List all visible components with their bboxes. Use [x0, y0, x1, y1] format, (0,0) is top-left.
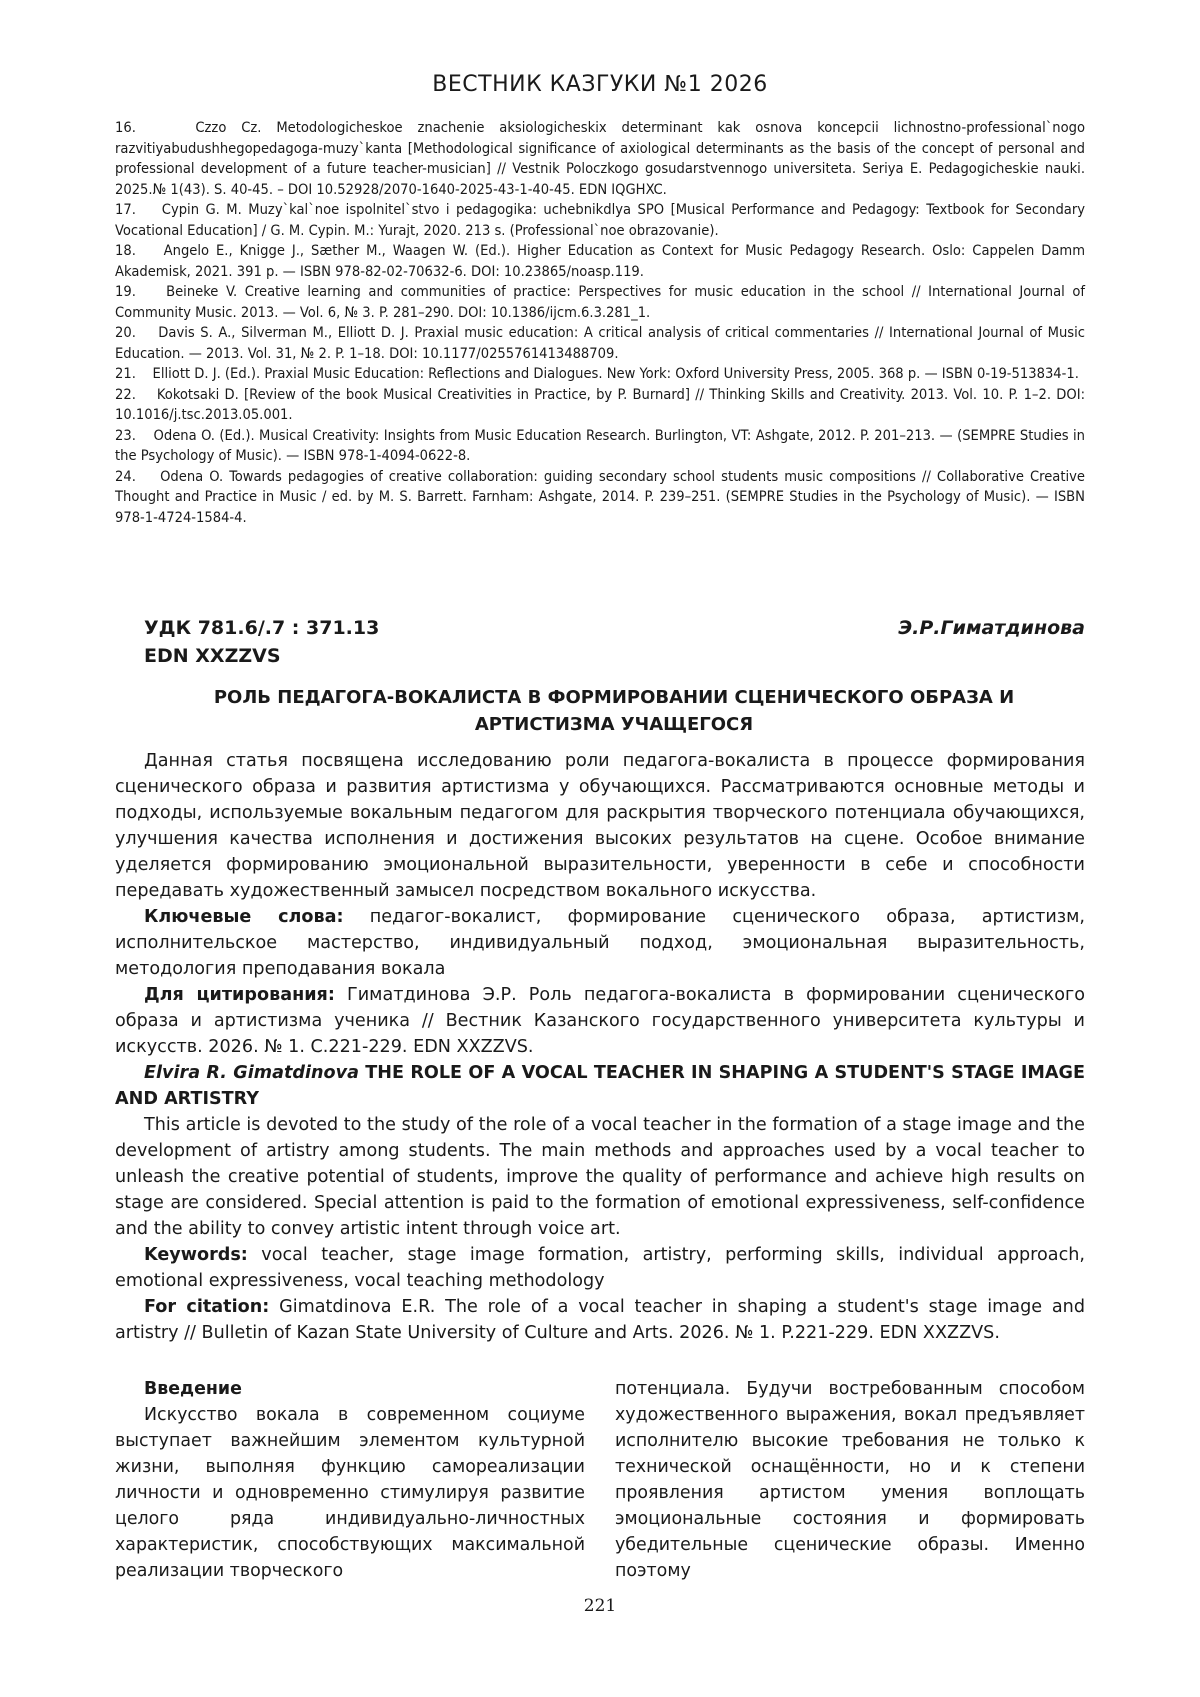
article-author: Э.Р.Гиматдинова [898, 617, 1085, 639]
keywords-en [115, 1242, 1085, 1294]
reference-item: 19. Beineke V. Creative learning and communities of practice: Perspectives for music education in the school // International Journal of Community Music. 2013. — Vol. 6, № 3. P. 281–290. DOI: 10.1386/ijcm.6.3.281_1. [115, 283, 1085, 321]
article-title: РОЛЬ ПЕДАГОГА-ВОКАЛИСТА В ФОРМИРОВАНИИ СЦЕНИЧЕСКОГО ОБРАЗА И АРТИСТИЗМА УЧАЩЕГОСЯ [213, 687, 1015, 735]
reference-item: 16. Czzo Cz. Metodologicheskoe znachenie aksiologicheskix determinant kak osnova koncepcii lichnostno-professional`nogo razvitiyabudushhegopedagoga-muzy`kanta [Methodological significance of axiological determinants as the basis of the concept of personal and professional development of a future teacher-musician] // Vestnik Poloczkogo gosudarstvennogo universiteta. Seriya E. Pedagogicheskie nauki. 2025.№ 1(43). S. 40-45. – DOI 10.52928/2070-1640-2025-43-1-40-45. EDN IQGHXC. [115, 119, 1085, 198]
keywords-en-label: Keywords: [144, 1245, 248, 1265]
author-en: Elvira R. Gimatdinova [144, 1063, 359, 1083]
body-paragraph: потенциала. Будучи востребованным способом художественного выражения, вокал предъявляет исполнителю высокие требования не только к технической оснащённости, но и к степени проявления артистом умения воплощать эмоциональные состояния и формировать убедительные сценические образы. Именно поэтому [615, 1379, 1085, 1581]
intro-heading: Введение [144, 1379, 242, 1399]
reference-item: 18. Angelo E., Knigge J., Sæther M., Waagen W. (Ed.). Higher Education as Context for Music Pedagogy Research. Oslo: Cappelen Damm Akademisk, 2021. 391 p. — ISBN 978-82-02-70632-6. DOI: 10.23865/noasp.119. [115, 242, 1085, 280]
body-column-left [115, 1376, 585, 1584]
citation-en-label: For citation: [144, 1297, 270, 1317]
article-meta [144, 614, 1085, 670]
title-en-line [115, 1060, 1085, 1112]
running-header: ВЕСТНИК КАЗГУКИ №1 2026 [432, 72, 768, 97]
page-number: 221 [583, 1596, 617, 1616]
abstract-en: This article is devoted to the study of the role of a vocal teacher in the formation of a stage image and the development of artistry among students. The main methods and approaches used by a vocal teacher to unleash the creative potential of students, improve the quality of performance and achieve high results on stage are considered. Special attention is paid to the formation of emotional expressiveness, self-confidence and the ability to convey artistic intent through voice art. [115, 1115, 1085, 1239]
citation-en [115, 1294, 1085, 1346]
keywords-ru-text: педагог-вокалист, формирование сценического образа, артистизм, исполнительское мастерство, индивидуальный подход, эмоциональная выразительность, методология преподавания вокала [115, 907, 1085, 979]
keywords-ru-label: Ключевые слова: [144, 907, 344, 927]
keywords-ru [115, 904, 1085, 982]
abstract-ru: Данная статья посвящена исследованию роли педагога-вокалиста в процессе формирования сценического образа и развития артистизма у обучающихся. Рассматриваются основные методы и подходы, используемые вокальным педагогом для раскрытия творческого потенциала обучающихся, улучшения качества исполнения и достижения высоких результатов на сцене. Особое внимание уделяется формированию эмоциональной выразительности, уверенности в себе и способности передавать художественный замысел посредством вокального искусства. [115, 751, 1085, 901]
abstract-section [115, 748, 1085, 1346]
reference-item: 23. Odena O. (Ed.). Musical Creativity: Insights from Music Education Research. Burlington, VT: Ashgate, 2012. P. 201–213. — (SEMPRE Studies in the Psychology of Music). — ISBN 978-1-4094-0622-8. [115, 426, 1085, 464]
citation-ru-text: Гиматдинова Э.Р. Роль педагога-вокалиста в формировании сценического образа и артистизма ученика // Вестник Казанского государственного университета культуры и искусств. 2026. № 1. С.221-229. EDN XXZZVS. [115, 985, 1086, 1057]
reference-item: 21. Elliott D. J. (Ed.). Praxial Music Education: Reflections and Dialogues. New York: Oxford University Press, 2005. 368 p. — ISBN 0-19-513834-1. [115, 365, 1079, 382]
keywords-en-text: vocal teacher, stage image formation, artistry, performing skills, individual approach, emotional expressiveness, vocal teaching methodology [115, 1245, 1085, 1291]
udk-code: УДК 781.6/.7 : 371.13 [144, 617, 380, 639]
reference-item: 17. Cypin G. M. Muzy`kal`noe ispolnitel`stvo i pedagogika: uchebnikdlya SPO [Musical Performance and Pedagogy: Textbook for Secondary Vocational Education] / G. M. Cypin. M.: Yurajt, 2020. 213 s. (Professional`noe obrazovanie). [115, 201, 1085, 239]
title-en: THE ROLE OF A VOCAL TEACHER IN SHAPING A STUDENT'S STAGE IMAGE AND ARTISTRY [115, 1063, 1085, 1109]
reference-item: 22. Kokotsaki D. [Review of the book Musical Creativities in Practice, by P. Burnard] // Thinking Skills and Creativity. 2013. Vol. 10. P. 1–2. DOI: 10.1016/j.tsc.2013.05.001. [115, 385, 1085, 423]
body-paragraph: Искусство вокала в современном социуме выступает важнейшим элементом культурной жизни, выполняя функцию самореализации личности и одновременно стимулируя развитие целого ряда индивидуально-личностных характеристик, способствующих максимальной реализации творческого [115, 1405, 585, 1581]
citation-ru [115, 982, 1085, 1060]
edn-code: EDN XXZZVS [144, 645, 281, 667]
reference-list [115, 118, 1085, 528]
citation-en-text: Gimatdinova E.R. The role of a vocal teacher in shaping a student's stage image and artistry // Bulletin of Kazan State University of Culture and Arts. 2026. № 1. P.221-229. EDN XXZZVS. [115, 1297, 1085, 1343]
reference-item: 24. Odena O. Towards pedagogies of creative collaboration: guiding secondary school students music compositions // Collaborative Creative Thought and Practice in Music / ed. by M. S. Barrett. Farnham: Ashgate, 2014. P. 239–251. (SEMPRE Studies in the Psychology of Music). — ISBN 978-1-4724-1584-4. [115, 467, 1085, 526]
udk-block [144, 614, 379, 670]
citation-ru-label: Для цитирования: [144, 985, 335, 1005]
body-column-right [615, 1376, 1085, 1584]
reference-item: 20. Davis S. A., Silverman M., Elliott D. J. Praxial music education: A critical analysis of critical commentaries // International Journal of Music Education. — 2013. Vol. 31, № 2. P. 1–18. DOI: 10.1177/0255761413488709. [115, 324, 1085, 362]
